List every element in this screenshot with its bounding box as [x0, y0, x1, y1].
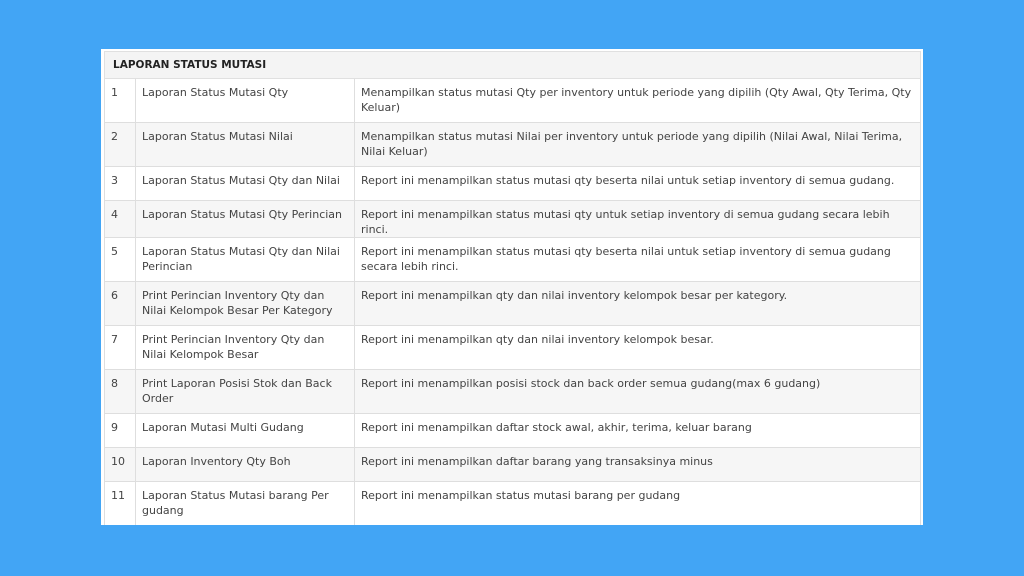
table-row [105, 79, 921, 123]
table-row [105, 326, 921, 370]
report-description: Report ini menampilkan qty dan nilai inventory kelompok besar. [355, 326, 921, 370]
report-name: Laporan Status Mutasi Qty [136, 79, 355, 123]
table-row [105, 482, 921, 526]
report-description: Report ini menampilkan daftar barang yang transaksinya minus [355, 448, 921, 482]
report-name: Print Perincian Inventory Qty dan Nilai Kelompok Besar [136, 326, 355, 370]
report-description: Report ini menampilkan qty dan nilai inventory kelompok besar per kategory. [355, 282, 921, 326]
report-name: Laporan Status Mutasi Nilai [136, 123, 355, 167]
row-number: 9 [105, 414, 136, 448]
report-description: Report ini menampilkan status mutasi qty beserta nilai untuk setiap inventory di semua gudang secara lebih rinci. [355, 238, 921, 282]
report-table-card [101, 49, 923, 525]
report-description: Report ini menampilkan status mutasi qty beserta nilai untuk setiap inventory di semua gudang. [355, 167, 921, 201]
table-heading: LAPORAN STATUS MUTASI [105, 52, 921, 79]
row-number: 1 [105, 79, 136, 123]
report-table [104, 51, 921, 525]
report-name: Laporan Inventory Qty Boh [136, 448, 355, 482]
report-name: Laporan Status Mutasi Qty dan Nilai Perincian [136, 238, 355, 282]
row-number: 3 [105, 167, 136, 201]
report-description: Report ini menampilkan status mutasi qty untuk setiap inventory di semua gudang secara lebih rinci. [355, 201, 921, 238]
report-name: Laporan Status Mutasi Qty Perincian [136, 201, 355, 238]
report-name: Laporan Status Mutasi barang Per gudang [136, 482, 355, 526]
row-number: 7 [105, 326, 136, 370]
row-number: 2 [105, 123, 136, 167]
table-row [105, 370, 921, 414]
row-number: 5 [105, 238, 136, 282]
report-description: Menampilkan status mutasi Nilai per inventory untuk periode yang dipilih (Nilai Awal, Nilai Terima, Nilai Keluar) [355, 123, 921, 167]
report-name: Laporan Status Mutasi Qty dan Nilai [136, 167, 355, 201]
report-name: Print Laporan Posisi Stok dan Back Order [136, 370, 355, 414]
report-description: Report ini menampilkan daftar stock awal, akhir, terima, keluar barang [355, 414, 921, 448]
table-row [105, 201, 921, 238]
table-row [105, 414, 921, 448]
table-row [105, 123, 921, 167]
report-name: Laporan Mutasi Multi Gudang [136, 414, 355, 448]
row-number: 4 [105, 201, 136, 238]
table-row [105, 167, 921, 201]
row-number: 11 [105, 482, 136, 526]
report-name: Print Perincian Inventory Qty dan Nilai Kelompok Besar Per Kategory [136, 282, 355, 326]
row-number: 8 [105, 370, 136, 414]
report-description: Report ini menampilkan status mutasi barang per gudang [355, 482, 921, 526]
report-description: Menampilkan status mutasi Qty per inventory untuk periode yang dipilih (Qty Awal, Qty Terima, Qty Keluar) [355, 79, 921, 123]
report-description: Report ini menampilkan posisi stock dan back order semua gudang(max 6 gudang) [355, 370, 921, 414]
table-row [105, 448, 921, 482]
row-number: 10 [105, 448, 136, 482]
table-row [105, 238, 921, 282]
table-row [105, 282, 921, 326]
row-number: 6 [105, 282, 136, 326]
